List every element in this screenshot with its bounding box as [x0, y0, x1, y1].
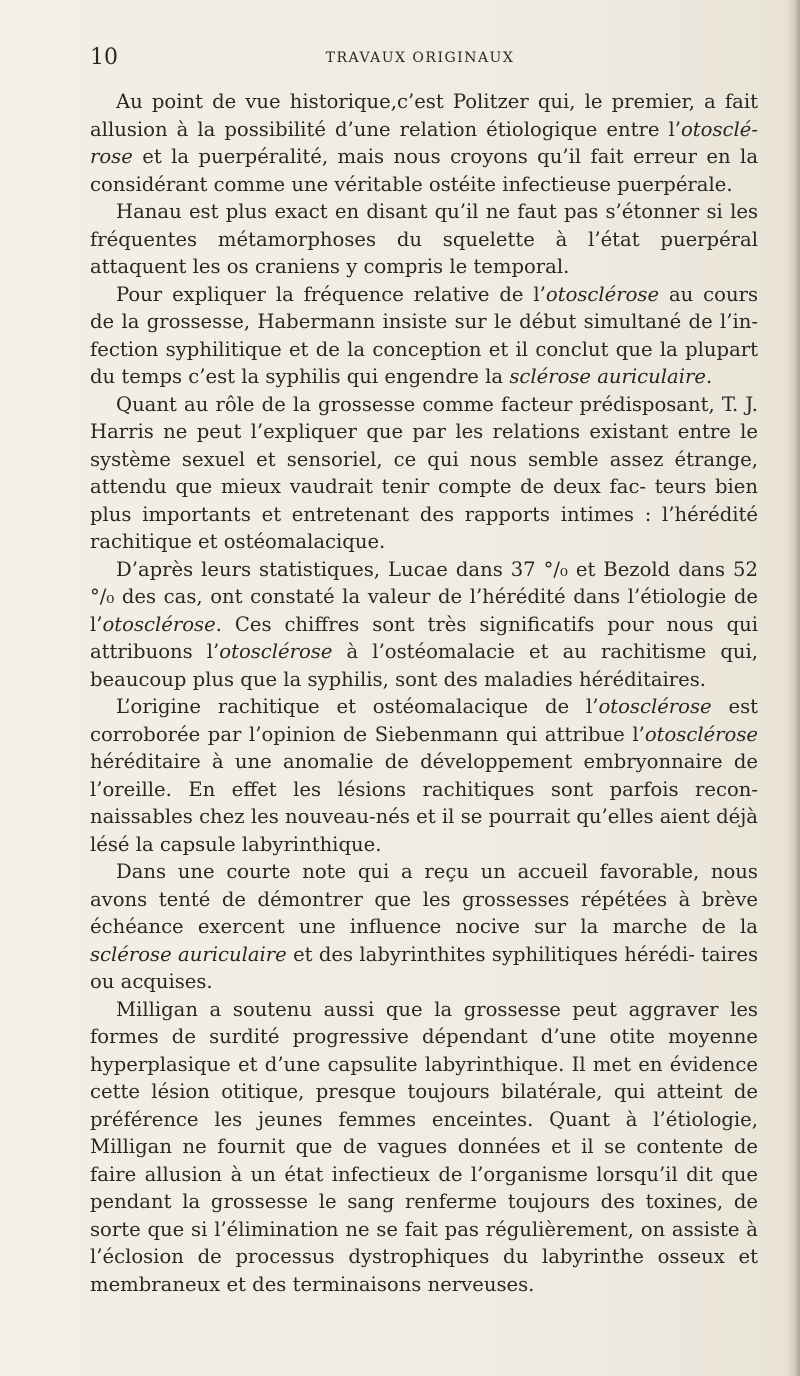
paragraph: Milligan a soutenu aussi que la grossesse peut aggraver les formes de surdité progressive dépendant d’une otite moyenne hyperplasique et d’une capsulite labyrinthique. Il met en évidence cette lésion otitique, presque toujours bilatérale, qui atteint de préférence les jeunes femmes enceintes. Quant à l’étiologie, Milligan ne fournit que de vagues données et il se contente de faire allusion à un état infectieux de l’organisme lorsqu’il dit que pendant la grossesse le sang renferme toujours des toxines, de sorte que si l’élimination ne se fait pas régulièrement, on assiste à l’éclosion de processus dystrophiques du labyrinthe osseux et membraneux et des terminaisons nerveuses.: [90, 997, 758, 1296]
paragraph: Dans une courte note qui a reçu un accueil favorable, nous avons tenté de démontrer que les grossesses répétées à brève échéance exercent une influence nocive sur la marche de la sclérose auriculaire et des labyrinthites syphilitiques hérédi- taires ou acquises.: [90, 860, 758, 993]
paragraph: Quant au rôle de la grossesse comme facteur prédisposant, T. J. Harris ne peut l’expliquer que par les relations existant entre le système sexuel et sensoriel, ce qui nous semble assez étrange, attendu que mieux vaudrait tenir compte de deux fac- teurs bien plus importants et entretenant des rapports intimes : l’hérédité rachitique et ostéomalacique.: [90, 392, 758, 553]
running-title: TRAVAUX ORIGINAUX: [325, 50, 515, 66]
paragraph: Au point de vue historique,c’est Politzer qui, le premier, a fait allusion à la possibilité d’une relation étiologique entre l’otosclé- rose et la puerpéralité, mais nous croyons qu’il fait erreur en la considérant comme une véritable ostéite infectieuse puerpérale.: [90, 90, 758, 196]
body-text: [90, 88, 758, 1298]
paragraph: D’après leurs statistiques, Lucae dans 37 °/₀ et Bezold dans 52 °/₀ des cas, ont constaté la valeur de l’hérédité dans l’étiologie de l’otosclérose. Ces chiffres sont très significatifs pour nous qui attribuons l’otosclérose à l’ostéomalacie et au rachitisme qui, beaucoup plus que la syphilis, sont des maladies héréditaires.: [90, 557, 758, 691]
page-edge-shadow: [786, 0, 800, 1376]
paragraph: Hanau est plus exact en disant qu’il ne faut pas s’étonner si les fréquentes métamorphoses du squelette à l’état puerpéral attaquent les os craniens y compris le temporal.: [90, 200, 758, 278]
page-number: 10: [90, 45, 118, 70]
paragraph: Pour expliquer la fréquence relative de l’otosclérose au cours de la grossesse, Habermann insiste sur le début simultané de l’in- fection syphilitique et de la conception et il conclut que la plupart du temps c’est la syphilis qui engendre la sclérose auriculaire.: [90, 282, 758, 388]
page-header: [90, 44, 750, 72]
paragraph: L’origine rachitique et ostéomalacique de l’otosclérose est corroborée par l’opinion de Siebenmann qui attribue l’otosclérose héréditaire à une anomalie de développement embryonnaire de l’oreille. En effet les lésions rachitiques sont parfois recon- naissables chez les nouveau-nés et il se pourrait qu’elles aient déjà lésé la capsule labyrinthique.: [90, 695, 758, 856]
